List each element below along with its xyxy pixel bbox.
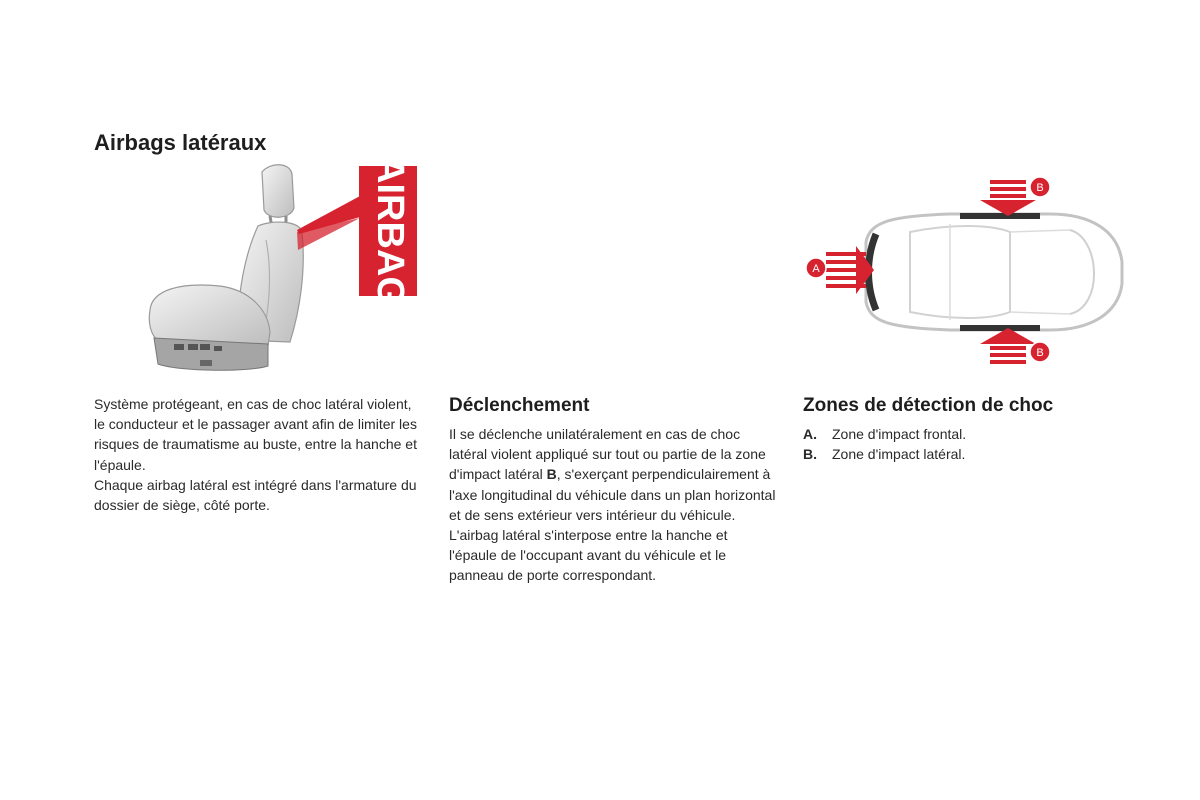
label-a: A xyxy=(812,263,820,275)
zone-key: A. xyxy=(803,426,817,442)
car-impact-diagram xyxy=(800,172,1130,372)
zone-text: Zone d'impact frontal. xyxy=(832,426,967,442)
impact-arrow-b-top xyxy=(980,180,1036,216)
page-title: Airbags latéraux xyxy=(94,130,267,155)
impact-arrow-b-bottom xyxy=(980,328,1036,364)
intro-text xyxy=(94,394,424,515)
zones-list xyxy=(803,424,966,464)
declenchement-bold-ref: B xyxy=(546,466,557,483)
declenchement-text-before: Il se déclenche unilatéralement en cas de choc latéral violent appliqué sur tout ou partie de la zone d'impact latéral xyxy=(449,426,766,483)
declenchement-text xyxy=(449,424,779,586)
list-item xyxy=(803,424,966,444)
zone-text: Zone d'impact latéral. xyxy=(832,446,966,463)
zones-heading: Zones de détection de choc xyxy=(803,395,1054,416)
list-item xyxy=(803,444,966,464)
declenchement-text-after: , s'exerçant perpendiculairement à l'axe longitudinal du véhicule dans un plan horizontal et de sens extérieur vers intérieur du véhicule. xyxy=(449,466,776,523)
label-b-top: B xyxy=(1036,182,1044,194)
declenchement-heading: Déclenchement xyxy=(449,395,590,416)
intro-paragraph-2: Chaque airbag latéral est intégré dans l'armature du dossier de siège, côté porte. xyxy=(94,476,417,514)
seat-illustration xyxy=(140,156,430,385)
declenchement-paragraph-2: L'airbag latéral s'interpose entre la hanche et l'épaule de l'occupant avant du véhicule et le panneau de porte correspondant. xyxy=(449,527,728,584)
label-b-bottom: B xyxy=(1036,347,1044,359)
intro-paragraph-1: Système protégeant, en cas de choc latéral violent, le conducteur et le passager avant afin de limiter les risques de traumatisme au buste, entre la hanche et l'épaule. xyxy=(94,396,417,473)
declenchement-paragraph-1 xyxy=(449,424,779,525)
airbag-label: AIRBAG xyxy=(368,156,411,306)
zone-key: B. xyxy=(803,446,817,463)
